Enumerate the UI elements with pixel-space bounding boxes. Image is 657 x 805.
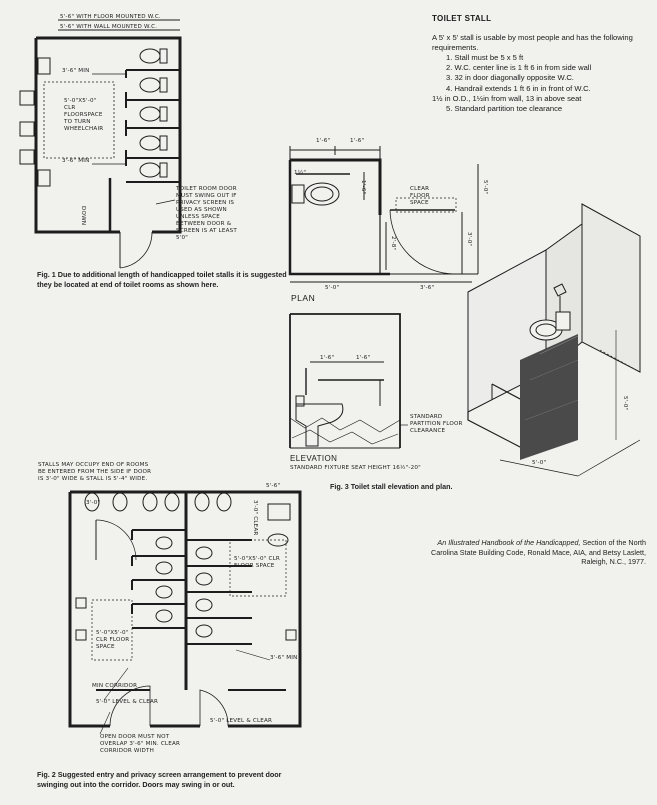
- fig1-label-wall-mounted: 5'-6" WITH WALL MOUNTED W.C.: [60, 24, 158, 30]
- fig2-label-level-clear-left: 5'-0" LEVEL & CLEAR: [96, 699, 159, 705]
- toilet-stall-panel: [432, 14, 647, 114]
- fig3-caption: Fig. 3 Toilet stall elevation and plan.: [330, 482, 453, 491]
- fig3-elev-label: ELEVATION: [290, 454, 338, 463]
- toilet-stall-intro: A 5' x 5' stall is usable by most people and has the following requirements.: [432, 33, 633, 52]
- fig1-drawing: [20, 20, 180, 268]
- fig2-label-left-dim: 3'-0": [86, 500, 101, 506]
- fig3-plan-dim-right: 1'-6": [350, 138, 365, 144]
- fig2-label-min-side: 3'-6" MIN: [270, 655, 298, 661]
- fig2-label-open-door: OPEN DOOR MUST NOT OVERLAP 3'-6" MIN. CLEAR CORRIDOR WIDTH: [100, 734, 181, 754]
- fig3-plan-clear-floor: CLEAR FLOOR SPACE: [410, 186, 430, 206]
- fig3-elev-dim-right: 1'-6": [356, 355, 371, 361]
- fig1-label-down: DOWN: [80, 206, 86, 226]
- fig3-elev-partition-note: STANDARD PARTITION FLOOR CLEARANCE: [410, 414, 463, 434]
- toilet-stall-title: TOILET STALL: [432, 14, 492, 23]
- requirement-item: 2. W.C. center line is 1 ft 6 in from side wall: [446, 63, 592, 73]
- requirement-item: 1½ in O.D., 1½in from wall, 13 in above seat: [432, 93, 582, 103]
- fig2-label-top-right: 5'-6": [266, 483, 281, 489]
- fig2-drawing: [70, 492, 300, 734]
- fig3-iso-drawing: [468, 204, 640, 476]
- fig1-label-floor-mounted: 5'-6" WITH FLOOR MOUNTED W.C.: [60, 14, 161, 20]
- fig3-plan-dim-left: 1'-6": [316, 138, 331, 144]
- fig1-caption: Fig. 1 Due to additional length of handicapped toilet stalls it is suggested they be located at end of toilet rooms as shown here.: [37, 270, 287, 289]
- fig3-iso-dim-depth: 5'-0": [622, 396, 628, 411]
- fig3-plan-dim-depth: 5'-0": [482, 180, 488, 195]
- requirement-item: 1. Stall must be 5 x 5 ft: [446, 53, 524, 62]
- fig2-label-level-clear-right: 5'-0" LEVEL & CLEAR: [210, 718, 273, 724]
- requirement-item: 5. Standard partition toe clearance: [446, 104, 563, 114]
- fig2-label-floor-space-right: 5'-0"X5'-0" CLR FLOOR SPACE: [234, 556, 281, 569]
- fig3-plan-drawing: [290, 146, 478, 282]
- fig1-label-min-bottom: 3'-6" MIN: [62, 158, 90, 164]
- requirement-item: 3. 32 in door diagonally opposite W.C.: [446, 73, 574, 83]
- fig2-stalls-note: STALLS MAY OCCUPY END OF ROOMS BE ENTERED FROM THE SIDE IF DOOR IS 3'-0" WIDE & STALL IS 5'-4" WIDE.: [38, 462, 152, 482]
- reference-title: An Illustrated Handbook of the Handicapped,: [437, 538, 581, 547]
- fig3-plan-dim-opening: 3'-6": [420, 285, 435, 291]
- fig1-label-floor-space: 5'-0"X5'-0" CLR FLOORSPACE TO TURN WHEELCHAIR: [64, 98, 104, 132]
- fig3-iso-dim-width: 5'-0": [532, 460, 547, 466]
- fig3-elev-dim-left: 1'-6": [320, 355, 335, 361]
- fig2-label-min-corridor: MIN CORRIDOR: [92, 683, 138, 689]
- fig3-plan-label: PLAN: [291, 293, 316, 303]
- fig2-label-floor-space-left: 5'-0"X5'-0" CLR FLOOR SPACE: [96, 630, 130, 650]
- fig1-label-min-top: 3'-6" MIN: [62, 68, 90, 74]
- fig3-elev-seat-height: STANDARD FIXTURE SEAT HEIGHT 16½"-20": [290, 465, 421, 471]
- fig2-label-clear-right: 3'-0" CLEAR: [252, 500, 258, 536]
- fig2-caption: Fig. 2 Suggested entry and privacy screen arrangement to prevent door swinging out into the corridor. Doors may swing in or out.: [37, 770, 282, 789]
- reference-note: [426, 538, 646, 567]
- fig3-plan-dim-rail: 2'-8": [390, 236, 396, 251]
- fig1-label-door-note: TOILET ROOM DOOR MUST SWING OUT IF PRIVACY SCREEN IS USED AS SHOWN UNLESS SPACE BETWEEN DOOR & SCREEN IS AT LEAST 5'0": [176, 186, 237, 241]
- fig3-plan-dim-small: 1½": [294, 170, 307, 176]
- requirement-item: 4. Handrail extends 1 ft 6 in in front of W.C.: [446, 83, 591, 93]
- fig3-plan-dim-door: 3'-0": [466, 232, 472, 247]
- reference-details: Section of the North Carolina State Building Code, Ronald Mace, AIA, and Betsy Laslett, Raleigh, N.C., 1977.: [431, 538, 646, 566]
- toilet-stall-requirements: [432, 53, 647, 114]
- fig3-plan-dim-width: 5'-0": [325, 285, 340, 291]
- fig3-elevation-drawing: [290, 314, 408, 448]
- fig3-plan-dim-vertical: 1'-6": [360, 180, 366, 195]
